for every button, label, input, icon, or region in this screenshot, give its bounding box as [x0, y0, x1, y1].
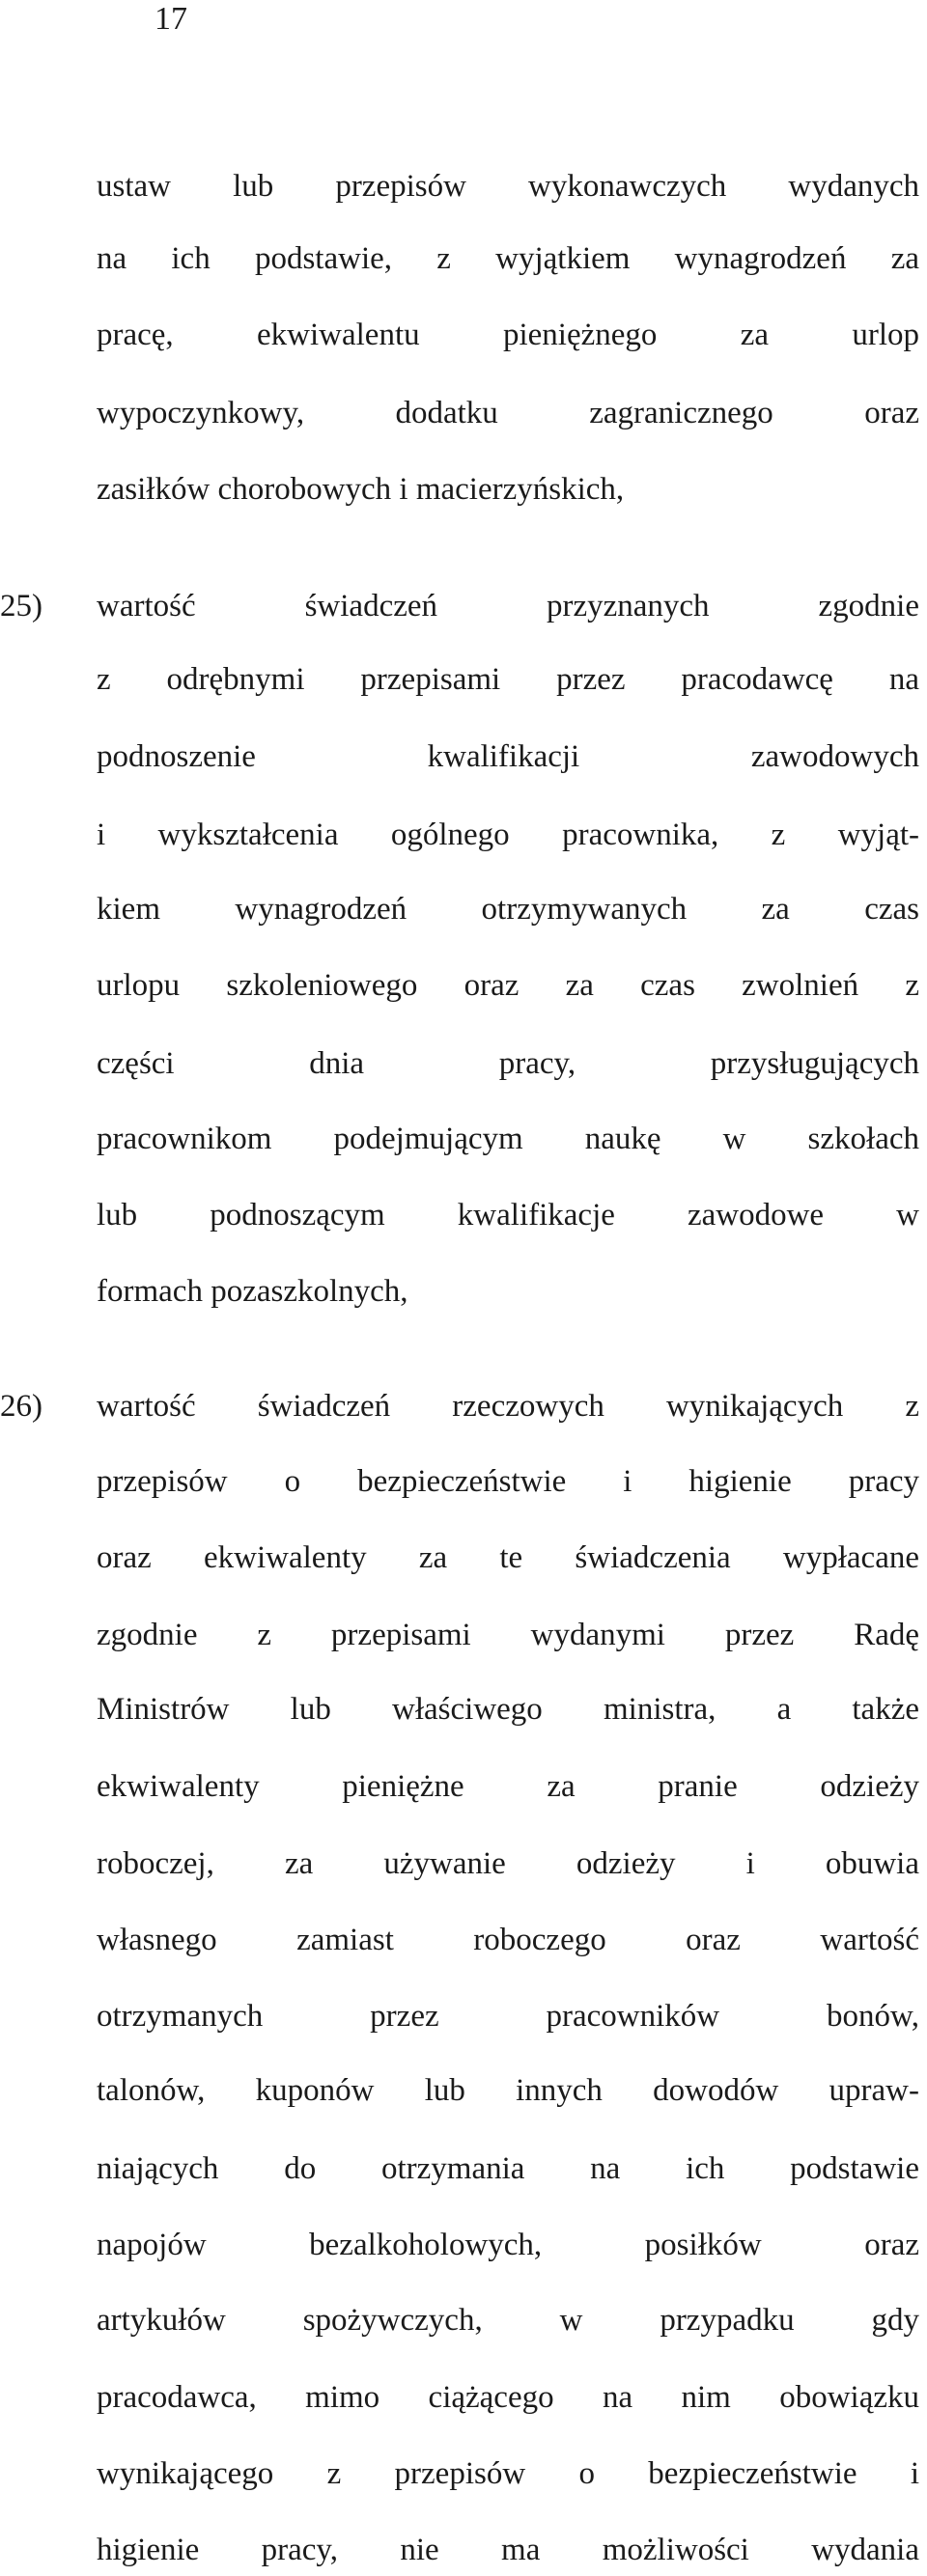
text-line: talonów, kuponów lub innych dowodów upraw-: [97, 2073, 919, 2108]
text-line: zgodnie z przepisami wydanymi przez Radę: [97, 1618, 919, 1652]
text-line: na ich podstawie, z wyjątkiem wynagrodzeń za: [97, 241, 919, 276]
text-line: pracodawca, mimo ciążącego na nim obowiązku: [97, 2380, 919, 2415]
text-line: z odrębnymi przepisami przez pracodawcę na: [97, 662, 919, 697]
text-line: kiem wynagrodzeń otrzymywanych za czas: [97, 892, 919, 927]
text-line: urlopu szkoleniowego oraz za czas zwolnień z: [97, 968, 919, 1003]
page-number: 17: [154, 1, 187, 37]
text-line: otrzymanych przez pracowników bonów,: [97, 1999, 919, 2034]
text-line: higienie pracy, nie ma możliwości wydania: [97, 2533, 919, 2567]
list-item-number: 26): [0, 1389, 42, 1424]
text-line: ustaw lub przepisów wykonawczych wydanych: [97, 169, 919, 204]
text-line: własnego zamiast roboczego oraz wartość: [97, 1923, 919, 1957]
text-line: Ministrów lub właściwego ministra, a także: [97, 1692, 919, 1727]
text-line: wartość świadczeń przyznanych zgodnie: [97, 589, 919, 623]
text-line: wypoczynkowy, dodatku zagranicznego oraz: [97, 396, 919, 430]
text-line: ekwiwalenty pieniężne za pranie odzieży: [97, 1769, 919, 1804]
text-line: formach pozaszkolnych,: [97, 1274, 408, 1309]
text-line: podnoszenie kwalifikacji zawodowych: [97, 739, 919, 774]
text-line: lub podnoszącym kwalifikacje zawodowe w: [97, 1198, 919, 1233]
text-line: wartość świadczeń rzeczowych wynikających z: [97, 1389, 919, 1424]
text-line: pracownikom podejmującym naukę w szkołach: [97, 1122, 919, 1156]
list-item-number: 25): [0, 589, 42, 623]
text-line: zasiłków chorobowych i macierzyńskich,: [97, 472, 625, 507]
text-line: pracę, ekwiwalentu pieniężnego za urlop: [97, 318, 919, 352]
text-line: oraz ekwiwalenty za te świadczenia wypłacane: [97, 1540, 919, 1575]
text-line: i wykształcenia ogólnego pracownika, z wyjąt-: [97, 817, 919, 852]
text-line: niających do otrzymania na ich podstawie: [97, 2151, 919, 2186]
text-line: roboczej, za używanie odzieży i obuwia: [97, 1846, 919, 1881]
text-line: części dnia pracy, przysługujących: [97, 1046, 919, 1081]
text-line: artykułów spożywczych, w przypadku gdy: [97, 2303, 919, 2338]
text-line: wynikającego z przepisów o bezpieczeństwie i: [97, 2456, 919, 2491]
text-line: napojów bezalkoholowych, posiłków oraz: [97, 2228, 919, 2262]
text-line: przepisów o bezpieczeństwie i higienie pracy: [97, 1464, 919, 1499]
